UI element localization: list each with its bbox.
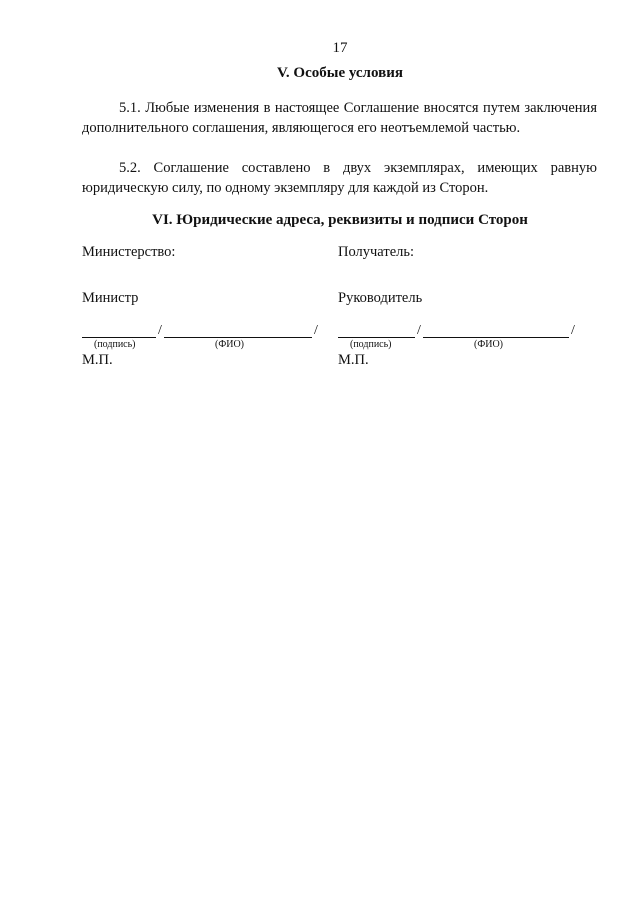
ministry-signature-line [82,322,320,336]
separator-slash: / [417,323,421,338]
ministry-label: Министерство: [82,244,176,260]
paragraph-5-2: 5.2. Соглашение составлено в двух экземплярах, имеющих равную юридическую силу, по одному экземпляру для каждой из Сторон. [82,160,597,196]
separator-slash: / [158,323,162,338]
signature-blank [82,325,156,338]
stamp-place-label: М.П. [82,352,113,368]
signature-blank [338,325,415,338]
name-caption: (ФИО) [215,339,245,350]
separator-slash: / [314,323,318,338]
page-number: 17 [332,40,348,56]
section-5-title: V. Особые условия [277,65,403,81]
separator-slash: / [571,323,575,338]
stamp-place-label: М.П. [338,352,369,368]
director-label: Руководитель [338,290,423,306]
name-blank [423,325,569,338]
signature-caption: (подпись) [350,339,392,350]
recipient-label: Получатель: [338,244,415,260]
minister-label: Министр [82,290,139,306]
paragraph-5-1: 5.1. Любые изменения в настоящее Соглашение вносятся путем заключения дополнительного соглашения, являющегося его неотъемлемой частью. [82,100,597,136]
recipient-signature-line [338,322,577,336]
name-caption: (ФИО) [474,339,504,350]
section-6-title: VI. Юридические адреса, реквизиты и подписи Сторон [152,212,528,228]
signature-caption: (подпись) [94,339,136,350]
name-blank [164,325,312,338]
